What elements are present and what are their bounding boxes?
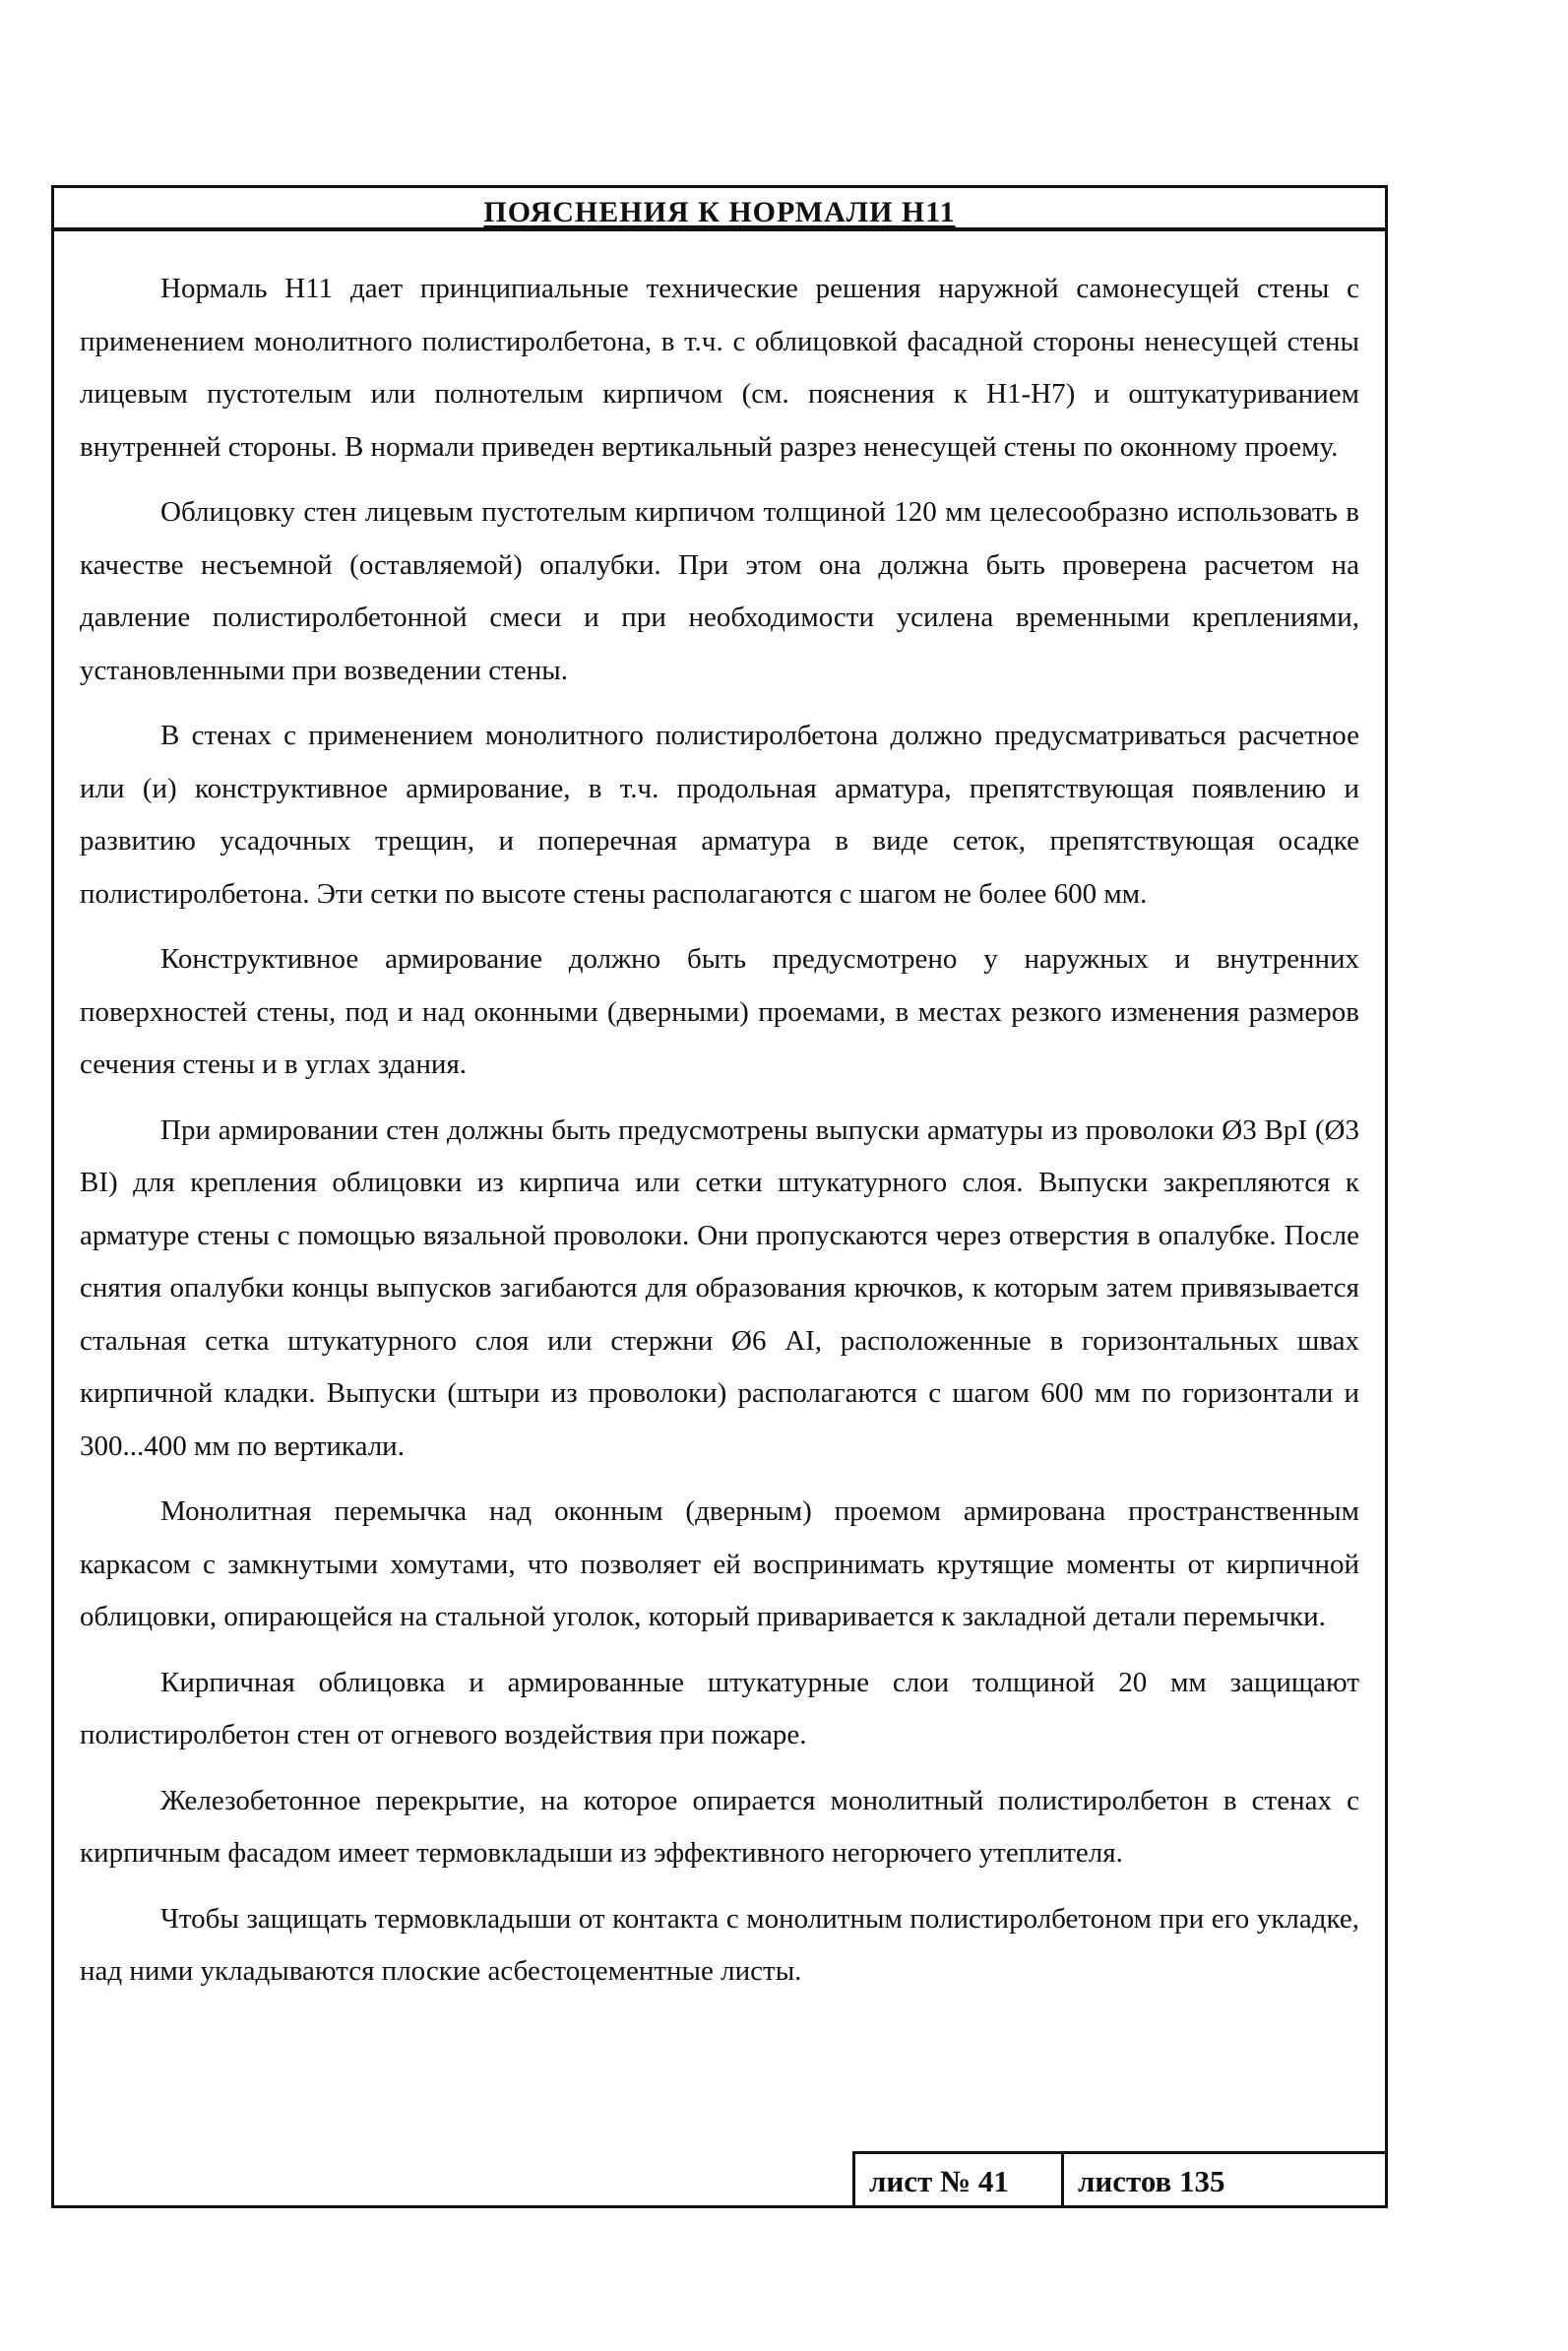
paragraph-6: Монолитная перемычка над оконным (дверным) проемом армирована пространственным каркасом с замкнутыми хомутами, что позволяет ей воспринимать крутящие моменты от кирпичной облицовки, опирающейся на стальной уголок, который приваривается к закладной детали перемычки.: [80, 1495, 1359, 1632]
sheet-number: лист № 41: [852, 2154, 1061, 2208]
paragraph-8: Железобетонное перекрытие, на которое опирается монолитный полистиролбетон в стенах с кирпичным фасадом имеет термовкладыши из эффективного негорючего утеплителя.: [80, 1784, 1359, 1869]
document-title: ПОЯСНЕНИЯ К НОРМАЛИ Н11: [483, 196, 956, 228]
paragraph-4: Конструктивное армирование должно быть предусмотрено у наружных и внутренних поверхностей стены, под и над оконными (дверными) проемами, в местах резкого изменения размеров сечения стены и в углах здания.: [80, 943, 1359, 1080]
title-block: [852, 2151, 1388, 2208]
title-bar: [54, 188, 1385, 231]
paragraph-7: Кирпичная облицовка и армированные штукатурные слои толщиной 20 мм защищают полистиролбетон стен от огневого воздействия при пожаре.: [80, 1666, 1359, 1750]
paragraph-9: Чтобы защищать термовкладыши от контакта с монолитным полистиролбетоном при его укладке, над ними укладываются плоские асбестоцементные листы.: [80, 1902, 1359, 1987]
paragraph-5: При армировании стен должны быть предусмотрены выпуски арматуры из проволоки Ø3 ВрI (Ø3 ВI) для крепления облицовки из кирпича или сетки штукатурного слоя. Выпуски закрепляются к арматуре стены с помощью вязальной проволоки. Они пропускаются через отверстия в опалубке. После снятия опалубки концы выпусков загибаются для образования крючков, к которым затем привязывается стальная сетка штукатурного слоя или стержни Ø6 АI, расположенные в горизонтальных швах кирпичной кладки. Выпуски (штыри из проволоки) располагаются с шагом 600 мм по горизонтали и 300...400 мм по вертикали.: [80, 1113, 1359, 1462]
document-frame: [51, 185, 1388, 2208]
paragraph-2: Облицовку стен лицевым пустотелым кирпичом толщиной 120 мм целесообразно использовать в качестве несъемной (оставляемой) опалубки. При этом она должна быть проверена расчетом на давление полистиролбетонной смеси и при необходимости усилена временными креплениями, установленными при возведении стены.: [80, 496, 1359, 686]
paragraph-1: Нормаль Н11 дает принципиальные технические решения наружной самонесущей стены с применением монолитного полистиролбетона, в т.ч. с облицовкой фасадной стороны ненесущей стены лицевым пустотелым или полнотелым кирпичом (см. пояснения к Н1-Н7) и оштукатуриванием внутренней стороны. В нормали приведен вертикальный разрез ненесущей стены по оконному проему.: [80, 273, 1359, 463]
sheets-total: листов 135: [1061, 2154, 1388, 2208]
document-body: [80, 263, 1359, 2011]
paragraph-3: В стенах с применением монолитного полистиролбетона должно предусматриваться расчетное или (и) конструктивное армирование, в т.ч. продольная арматура, препятствующая появлению и развитию усадочных трещин, и поперечная арматура в виде сеток, препятствующая осадке полистиролбетона. Эти сетки по высоте стены располагаются с шагом не более 600 мм.: [80, 720, 1359, 910]
